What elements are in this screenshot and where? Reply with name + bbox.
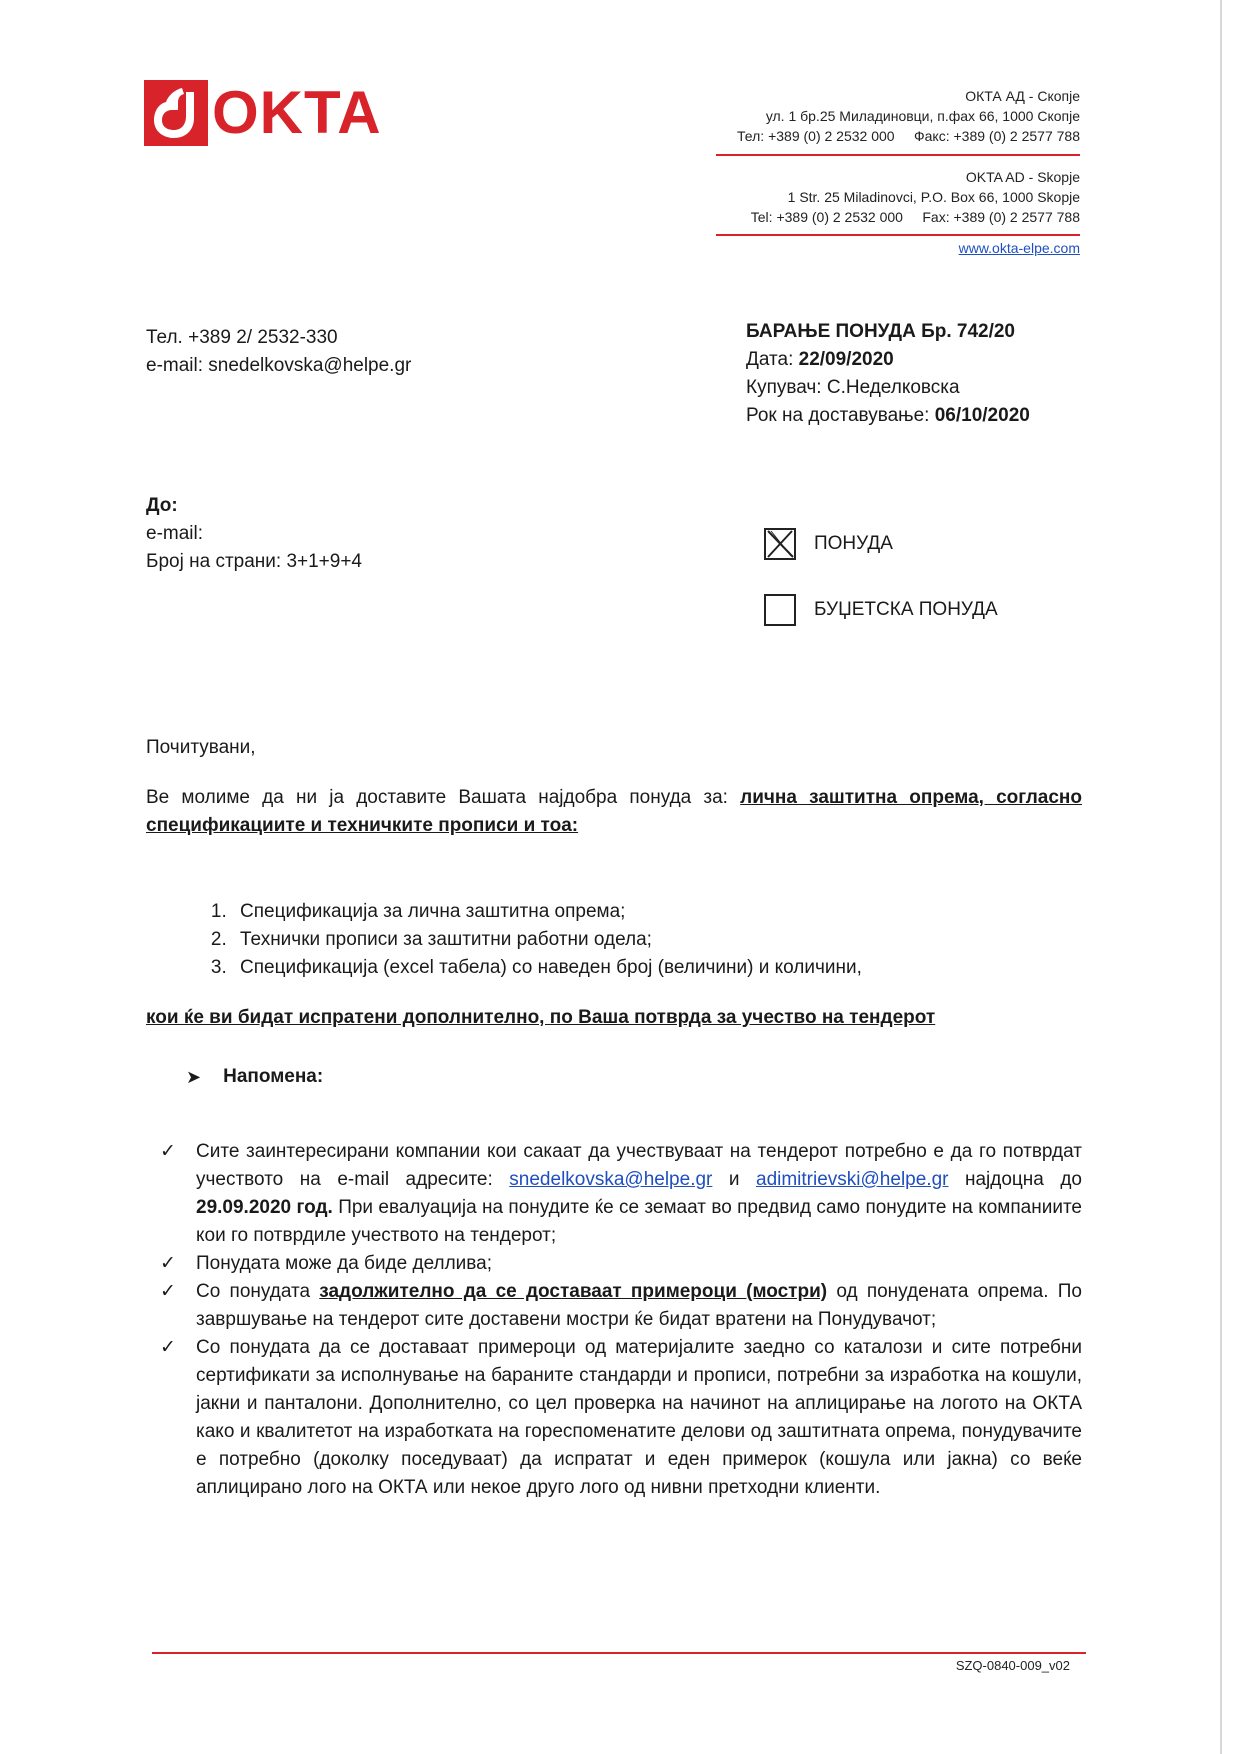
request-info — [746, 318, 1030, 430]
checkbox-checked-icon[interactable] — [764, 528, 796, 560]
arrow-bullet-icon: ➤ — [186, 1066, 202, 1087]
list-item: 2. Технички прописи за заштитни работни одела; — [232, 926, 862, 954]
header-address-en — [751, 167, 1080, 227]
list-item: ✓ Со понудата задолжително да се доставаат примероци (мостри) од понудената опрема. По завршување на тендерот сите доставени мостри ќе бидат вратени на Понудувачот; — [160, 1278, 1082, 1334]
website-link[interactable]: www.okta-elpe.com — [958, 240, 1080, 256]
list-item: ✓ Понудата може да биде деллива; — [160, 1250, 1082, 1278]
sender-phone: Тел. +389 2/ 2532-330 — [146, 327, 338, 348]
list-item: 3. Спецификација (excel табела) со наведен број (величини) и количини, — [232, 954, 862, 982]
request-date: Дата: 22/09/2020 — [746, 349, 894, 370]
intro-paragraph: Ве молиме да ни ја доставите Вашата најдобра понуда за: лична заштитна опрема, согласно спецификациите и техничките прописи и тоа: — [146, 787, 1082, 836]
email-link[interactable]: snedelkovska@helpe.gr — [509, 1169, 713, 1190]
requirements-list — [160, 1138, 1082, 1502]
company-name-en: OKTA AD - Skopje — [965, 169, 1080, 185]
request-buyer: Купувач: С.Неделковска — [746, 377, 960, 398]
sent-note: кои ќе ви бидат испратени дополнително, по Ваша потврда за учество на тендерот — [146, 1007, 936, 1028]
option-offer-label: ПОНУДА — [814, 533, 893, 554]
okta-logo — [144, 80, 382, 146]
option-offer[interactable] — [764, 528, 893, 560]
sender-contact — [146, 324, 411, 380]
phones-mk: Тел: +389 (0) 2 2532 000 Факс: +389 (0) 2 2577 788 — [737, 128, 1080, 144]
checkmark-icon: ✓ — [160, 1337, 176, 1358]
address-en: 1 Str. 25 Miladinovci, P.O. Box 66, 1000 Skopje — [787, 189, 1080, 205]
email-link[interactable]: adimitrievski@helpe.gr — [756, 1169, 949, 1190]
list-item: 1. Спецификација за лична заштитна опрема; — [232, 898, 862, 926]
checkmark-icon: ✓ — [160, 1253, 176, 1274]
recipient-block — [146, 492, 362, 576]
request-title: БАРАЊЕ ПОНУДА Бр. 742/20 — [746, 321, 1015, 342]
recipient-email: e-mail: — [146, 523, 204, 544]
page-edge — [1220, 0, 1222, 1754]
option-budget-label: БУЏЕТСКА ПОНУДА — [814, 599, 998, 620]
okta-logo-text: OKTA — [212, 79, 382, 146]
header-divider — [716, 154, 1080, 156]
option-budget-offer[interactable] — [764, 594, 998, 626]
sender-email: e-mail: snedelkovska@helpe.gr — [146, 355, 412, 376]
request-deadline: Рок на доставување: 06/10/2020 — [746, 405, 1030, 426]
greeting: Почитувани, — [146, 737, 256, 758]
note-heading — [186, 1066, 323, 1088]
checkmark-icon: ✓ — [160, 1141, 176, 1162]
list-item: ✓ Сите заинтересирани компании кои сакаат да учествуваат на тендерот потребно е да го потврдат учеството на e-mail адресите: snedelkovska@helpe.gr и adimitrievski@helpe.gr најдоцна до 29.09.2020 год. При евалуација на понудите ќе се земаат во предвид само понудите на компаниите кои го потврдиле учеството на тендерот; — [160, 1138, 1082, 1250]
header-address-mk — [737, 86, 1080, 146]
footer-divider — [152, 1652, 1086, 1654]
note-label: Напомена: — [223, 1066, 324, 1087]
address-mk: ул. 1 бр.25 Миладиновци, п.фах 66, 1000 Скопје — [765, 108, 1080, 124]
phones-en: Tel: +389 (0) 2 2532 000 Fax: +389 (0) 2 2577 788 — [750, 209, 1080, 225]
spec-list — [190, 898, 862, 982]
header-divider — [716, 234, 1080, 236]
okta-logo-mark-icon — [144, 80, 208, 146]
document-code: SZQ-0840-009_v02 — [955, 1658, 1070, 1673]
recipient-label: До: — [146, 495, 178, 516]
checkbox-empty-icon[interactable] — [764, 594, 796, 626]
company-name-mk: ОКТА АД - Скопје — [965, 88, 1080, 104]
page-count: Број на страни: 3+1+9+4 — [146, 551, 362, 572]
intro-emphasis: лична заштитна опрема, согласно спецификациите и техничките прописи и тоа: — [146, 787, 1082, 836]
list-item: ✓ Со понудата да се доставаат примероци од материјалите заедно со каталози и сите потребни сертификати за исполнување на бараните стандарди и прописи, потребни за изработка на кошули, јакни и панталони. Дополнително, со цел проверка на начинот на аплицирање на логото на ОКТА како и квалитетот на изработката на гореспоменатите делови од заштитната опрема, понудувачите е потребно (доколку поседуваат) да испратат и еден примерок (кошула или јакна) со веќе аплицирано лого на ОКТА или некое друго лого од нивни претходни клиенти. — [160, 1334, 1082, 1502]
checkmark-icon: ✓ — [160, 1281, 176, 1302]
